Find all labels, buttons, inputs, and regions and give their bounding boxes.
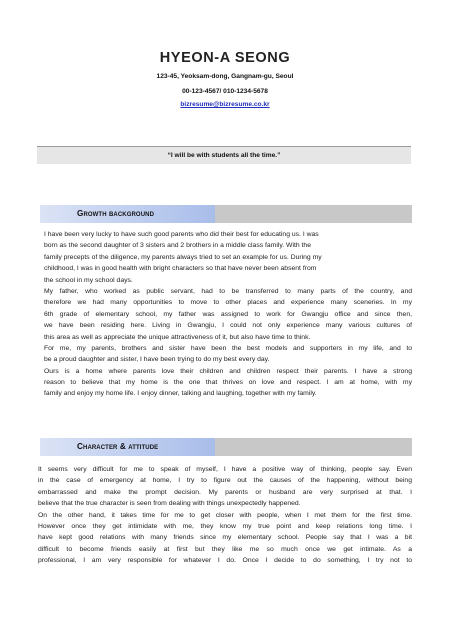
text-line: embarrassed and make the prompt decision. My parents or husband are very surprised at that. I [38,488,412,496]
text-line: we have been residing here. Living in Gwangju, I could not only experience many various cultures of [44,322,412,330]
character-attitude-text [38,464,412,567]
growth-background-text [44,229,412,400]
section-title: Character & attitude [40,438,215,456]
character-attitude-header [40,438,412,456]
phone-numbers: 00-123-4567/ 010-1234-5678 [182,88,268,95]
text-line: It seems very difficult for me to speak of myself, I have a positive way of thinking, people say. Even [38,466,412,473]
candidate-name: HYEON-A SEONG [159,50,291,66]
email-link[interactable]: bizresume@bizresume.co.kr [180,101,270,108]
section-bar-filler [215,205,412,223]
text-line: the school in my school days. [44,276,133,284]
text-line: 6th grade of elementary school, my father was assigned to work for Gwangju office and since then, [44,310,412,318]
text-line: be a proud daughter and sister, I have been trying to do my best every day. [44,356,270,364]
address: 123-45, Yeoksam-dong, Gangnam-gu, Seoul [156,73,294,80]
motto-quote: “I will be with students all the time.” [37,146,411,164]
text-line: believe that the true character is seen from dealing with things unexpectedly happened. [38,500,301,508]
text-line: family precepts of the diligence, my parents always tried to set an example for us. During my [44,253,322,261]
text-line: Ours is a home where parents love their children and children respect their parents. I have a strong [44,367,412,375]
section-title: Growth background [40,205,215,223]
text-line: I have been very lucky to have such good parents who did their best for educating us. I was [44,231,319,238]
text-line: this area as well as appreciate the unique attractiveness of it, but also have time to think. [44,333,311,341]
section-bar-filler [215,438,412,456]
text-line: family and enjoy my home life. I enjoy dinner, talking and laughing, together with my family. [44,390,317,398]
text-line: therefore we had many opportunities to move to other places and experience many sceneries. In my [44,299,412,307]
text-line: professional, I am very responsible for whatever I do. Once I decide to do something, I try not to [38,557,412,565]
growth-background-header [40,205,412,223]
text-line: My father, who worked as public servant, had to be transferred to many parts of the country, and [44,287,412,295]
text-line: reason to believe that my home is the one that thrives on love and respect. I am at home, with my [44,379,412,387]
text-line: For me, my parents, brothers and sister have been the best models and supporters in my life, and to [44,344,412,352]
text-line: in the case of emergency at home, I try to figure out the causes of the happening, without being [38,477,412,485]
text-line: On the other hand, it takes time for me to get closer with people, when I met them for the first time. [38,511,412,519]
text-line: However once they get intimidate with me, they know my true point and keep relations long time. I [38,522,412,530]
text-line: have kept good relations with many friends since my elementary school. People say that I was a bit [38,534,412,542]
text-line: difficult to become friends easily at first but they like me so much once we get intimate. As a [38,545,412,553]
text-line: childhood, I was in good health with bright characters so that have never been absent from [44,265,317,273]
text-line: born as the second daughter of 3 sisters and 2 brothers in a middle class family. With the [44,242,311,250]
